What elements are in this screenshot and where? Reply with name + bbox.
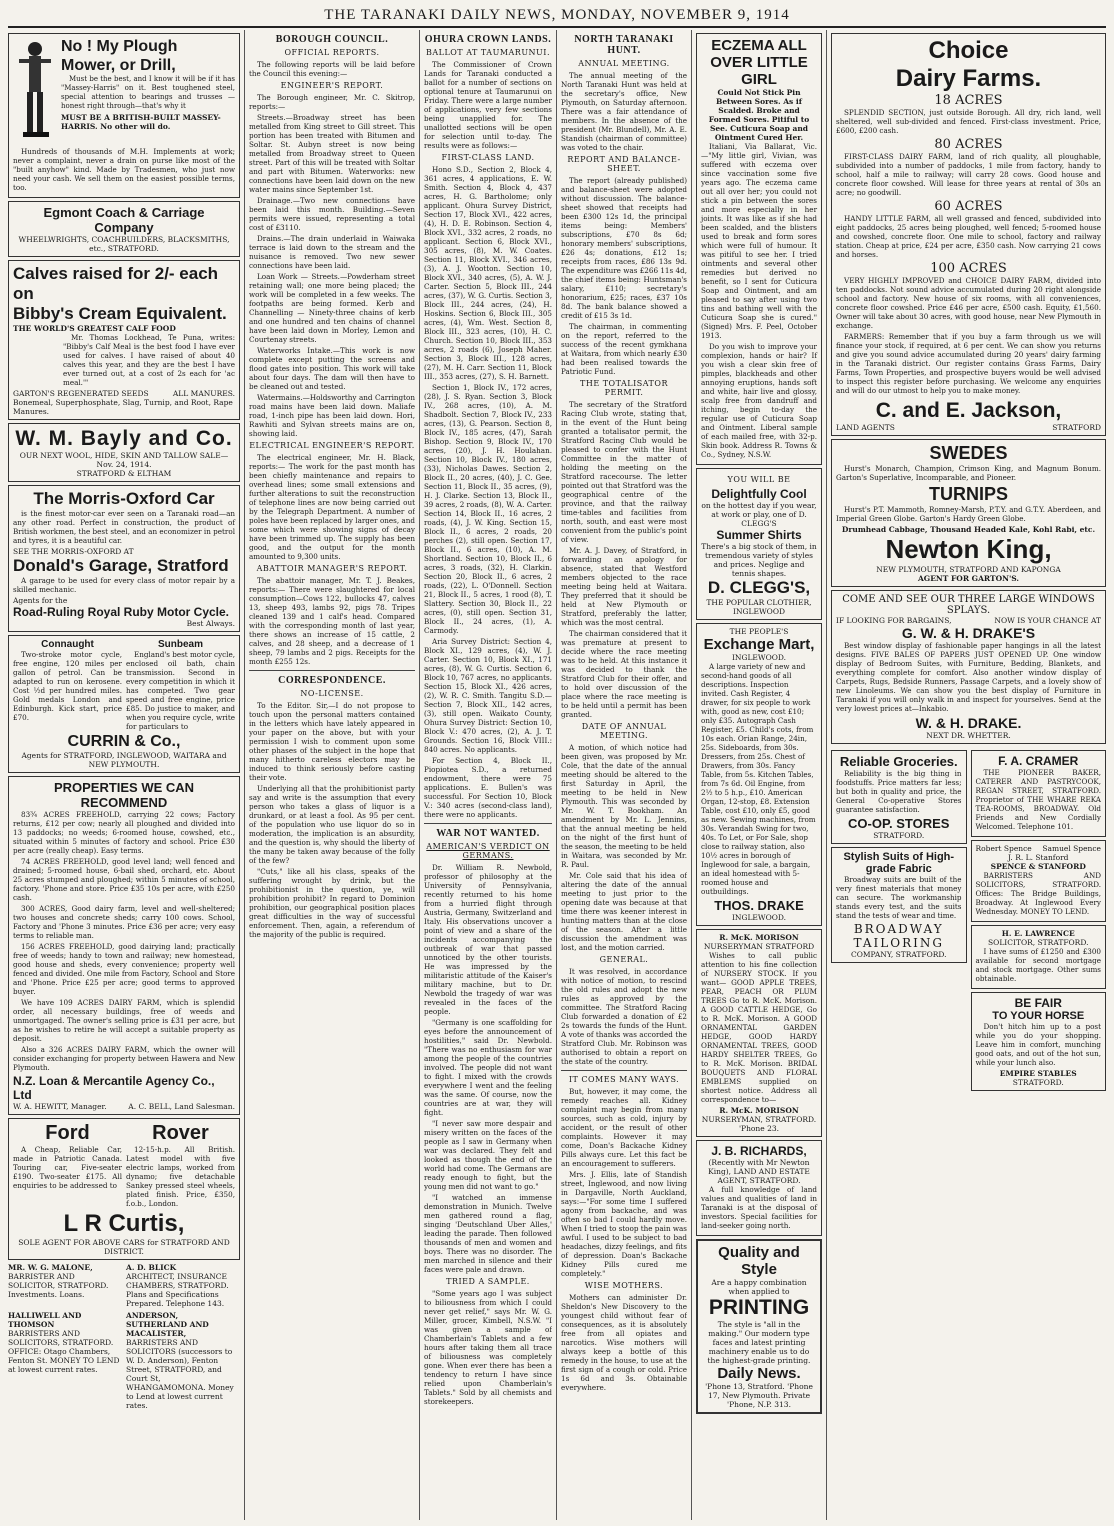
swedes-body: Hurst's Monarch, Champion, Crimson King, and Magnum Bonum. Garton's Superlative, Incomparable, and Pioneer. xyxy=(836,464,1101,482)
article-paragraph: The Commissioner of Crown Lands for Taranaki conducted a ballot for a number of sections on optional tenure at Taumarunui on Friday. There were a large number of applications, very few sections being unapplied for. The unallotted sections will be open for selection until to-day. The results were as follows:— xyxy=(424,60,552,150)
nz-loan-salesman: A. C. BELL, Land Salesman. xyxy=(128,1102,235,1111)
bayly-location: STRATFORD & ELTHAM xyxy=(76,469,172,478)
article-paragraph: The abattoir manager, Mr. T. J. Beakes, reports:— There were slaughtered for local consumption—Cows 122, bullocks 47, calves 13, sheep 493, lambs 92, pigs 78. Tripes cleaned 139 and 1 calf's head. Compared with the corresponding month of last year, there shows an increase of 15 cattle, 2 calves, and 28 sheep, and a decrease of 1 sheep, 79 lambs and 2 pigs. Receipts for the month £255 12s. xyxy=(249,576,415,666)
massey-harris-ad xyxy=(8,33,240,198)
massey-footer: Hundreds of thousands of M.H. Implements at work; never a complaint, never a drain on purse like most of the "built anyhow" kind. Made by Tradesmen, who just now need your cash. We sell them on the easiest possible terms, too. xyxy=(13,147,235,192)
article-paragraph: Streets.—Broadway street has been metalled from King street to Gill street. This portion has been treated with Bitumen and Soltar. St. Aubyn street is now being metalled from Broadway street to Queen street. Part of this will be treated with Soltar and part with Bitumen. Waterworks: new connections have been laid down on the new water mains since September 1st. xyxy=(249,113,415,194)
article-paragraph: Mothers can administer Dr. Sheldon's New Discovery to the youngest child without fear of consequences, as it is absolutely free from all opiates and narcotics. Wise mothers will always keep a bottle of this remedy in the house, to use at the first sign of a cough or cold. Price 1s 6d and 3s. Obtainable everywhere. xyxy=(561,1293,687,1392)
bibbys-line2: Bibby's Cream Equivalent. xyxy=(13,304,227,323)
best-always: Best Always. xyxy=(186,619,235,628)
right-bottom-ads xyxy=(831,747,1106,1094)
lawrence-sub: SOLICITOR, STRATFORD. xyxy=(988,938,1089,947)
egmont-coach-ad xyxy=(8,201,240,257)
sunbeam-title: Sunbeam xyxy=(157,639,203,650)
acres-80: 80 ACRES xyxy=(934,137,1003,152)
cool-body: on the hottest day if you wear, at work or play, one of D. CLEGG'S xyxy=(701,501,817,528)
morison-sub-2: NURSERYMAN, STRATFORD. 'Phone 23. xyxy=(701,1115,817,1133)
article-paragraph: The Borough engineer, Mr. C. Skitrop, reports:— xyxy=(249,93,415,111)
you-will-be: YOU WILL BE xyxy=(727,475,791,484)
bayly-title: W. M. Bayly and Co. xyxy=(15,427,233,450)
drake-windows-ad xyxy=(831,590,1106,744)
eczema-footer: Do you wish to improve your complexion, hands or hair? If you wish a clear skin free of pimples, blackheads and other annoying eruptions, hands soft and white, hair live and glossy, scalp free from dandruff and itching, begin to-day the regular use of Cuticura Soap and Ointment. Liberal sample of each mailed free, with 32-p. Skin book. Address R. Towns & Co., Sydney, N.S.W. xyxy=(701,342,817,459)
column-crown-lands xyxy=(424,30,552,1520)
blick-name: A. D. BLICK xyxy=(126,1263,177,1272)
article-paragraph: Watermains.—Holdsworthy and Carrington road mains have been laid down. Maliafe road, 1-inch pipe has been laid down. Hori, Rawhiti and Sylvan streets mains are on, showing laid. xyxy=(249,393,415,438)
general-heading: GENERAL. xyxy=(599,955,649,964)
article-paragraph: Waterworks Intake.—This work is now complete except putting the screens and flood gates into position. This work will take about four days. The dam will then have to be cleaned out and tested. xyxy=(249,346,415,391)
gwh-drake: G. W. & H. DRAKE'S xyxy=(901,625,1036,641)
jackson-title: C. and E. Jackson, xyxy=(875,399,1062,422)
exchange-mart-title: Exchange Mart, xyxy=(703,636,815,653)
reliable-groceries: Reliable Groceries. xyxy=(839,754,958,769)
fair-body: Don't hitch him up to a post while you do your shopping. Leave him in comfort, munching good oats, and out of the hot sun, while your lunch also. xyxy=(975,1022,1101,1067)
ford-body: A Cheap, Reliable Car, made in Patriotic Canada. Touring car, Five-seater £190. Two-seater £175. All enquiries to be addressed to xyxy=(13,1145,122,1190)
newton-sub: NEW PLYMOUTH, STRATFORD AND KAPONGA xyxy=(876,565,1061,574)
egmont-subtitle: WHEELWRIGHTS, COACHBUILDERS, BLACKSMITHS, etc., STRATFORD. xyxy=(18,235,230,253)
farmer-figure-icon xyxy=(13,37,57,147)
column-rule xyxy=(419,30,420,1520)
annual-meeting: ANNUAL MEETING. xyxy=(578,59,670,68)
coop-sub: STRATFORD. xyxy=(873,831,925,840)
property-326: Also a 326 ACRES DAIRY FARM, which the owner will consider exchanging for property between Hawera and New Plymouth. xyxy=(13,1045,235,1072)
article-paragraph: Loan Work — Streets.—Powderham street retaining wall; one more being placed; the work will be completed in a few weeks. The footpaths are being formed. Kerb and Channelling — Ninety-three chains of kerb and one hundred and ten chains of channel have been laid down in Morley, Lemon and Courtenay streets. xyxy=(249,272,415,344)
empire-title: EMPIRE STABLES xyxy=(999,1069,1077,1078)
morris-see-at: SEE THE MORRIS-OXFORD AT xyxy=(13,547,134,556)
official-reports: OFFICIAL REPORTS. xyxy=(284,48,380,57)
phone-numbers: 'Phone 13, Stratford. 'Phone 17, New Plymouth. Private 'Phone, N.P. 313. xyxy=(705,1382,813,1409)
currin-ad xyxy=(8,635,240,773)
column-ads-right xyxy=(831,30,1106,1520)
richards-sub: (Recently with Mr Newton King), LAND AND ESTATE AGENT, STRATFORD. xyxy=(708,1158,810,1185)
property-74: 74 ACRES FREEHOLD, good level land; well fenced and drained; 5-roomed house, 6-bail shed, orchard, etc. About 25 acres stumped and ploughed; within 5 minutes of school, factory. 'Phone and store. Price £35 10s per acre, with £250 cash. xyxy=(13,857,235,902)
malone-name: MR. W. G. MALONE, xyxy=(8,1263,93,1272)
report-balance-sheet: REPORT AND BALANCE-SHEET. xyxy=(567,155,681,173)
masthead-title: THE TARANAKI DAILY NEWS, MONDAY, NOVEMBER 9, 1914 xyxy=(324,7,790,23)
clegg-sub: THE POPULAR CLOTHIER, xyxy=(706,598,812,607)
all-manures: ALL MANURES. xyxy=(172,389,235,398)
summer-body: There's a big stock of them, in tremendous variety of styles and prices. Neglige and tennis shapes. xyxy=(701,542,817,578)
spence-body: BARRISTERS AND SOLICITORS, STRATFORD. Offices: The Bridge Buildings, Broadway. At Inglewood Every Wednesday. MONEY TO LEND. xyxy=(975,871,1101,916)
curtis-title: L R Curtis, xyxy=(63,1210,185,1237)
bibbys-line1: Calves raised for 2/- each on xyxy=(13,264,219,303)
newton-agent: AGENT FOR GARTON'S. xyxy=(917,574,1020,583)
newton-king-ad xyxy=(831,439,1106,587)
article-paragraph: "I never saw more despair and misery written on the faces of the people as I saw in Germany when war was declared. They felt and looked as though the end of the world had come. The Germans are ready enough to fight, but the young men did not want to go." xyxy=(424,1119,552,1191)
land-agents: LAND AGENTS xyxy=(836,423,895,432)
empire-stables-ad xyxy=(971,992,1107,1091)
curtis-ad xyxy=(8,1118,240,1260)
malone-investments: Investments. Loans. xyxy=(8,1290,85,1299)
article-paragraph: Mr. Cole said that his idea of altering the date of the annual meeting to just prior to the opening date was because at that time there was keener interest in hunting matters than at the close of the season. After a little discussion the amendment was lost, and the motion carried. xyxy=(561,871,687,952)
article-paragraph: For Section 4, Block II., Piopiotea S.D., a returned endowment, there were 75 applications. E. Bullen's was successful. For Section 10, Block V.: 340 acres (second-class land), there were no applicants. xyxy=(424,756,552,819)
article-paragraph: Mrs. J. Ellis, late of Standish street, Inglewood, and now living in Dargaville, North Auckland, says:—"For some time I suffered agony from backache, and was often so bad I could hardly move. When I tried to stoop the pain was awful. I used to be subject to bad headaches, dizzy feelings, and fits of depression. Doan's Backache Kidney Pills cured me completely." xyxy=(561,1170,687,1278)
eczema-line2: OVER LITTLE GIRL xyxy=(710,54,808,88)
halliwell-name: HALLIWELL AND THOMSON xyxy=(8,1311,82,1329)
massey-headline: No ! My Plough Mower, or Drill, xyxy=(61,38,178,74)
morison-body: Wishes to call public attention to his fine collection of NURSERY STOCK. If you want— GOOD APPLE TREES, PEAR, PEACH OR PLUM TREES Go to R. McK. Morison. A GOOD CATTLE HEDGE, Go to R. McK. Morison. A GOOD ORNAMENTAL GARDEN HEDGE, GOOD HARDY ORNAMENTAL TREES, GOOD HARDY SHELTER TREES, Go to R. McK. Morison. BRIDAL BOUQUETS AND FLORAL EMBLEMS supplied on shortest notice. Address all correspondence to— xyxy=(701,951,817,1104)
morris-oxford-ad xyxy=(8,485,240,632)
exchange-inglewood: INGLEWOOD. xyxy=(731,653,787,662)
article-paragraph: The following reports will be laid before the Council this evening:— xyxy=(249,60,415,78)
tailoring-sub: COMPANY, STRATFORD. xyxy=(850,950,947,959)
stylish-body: Broadway suits are built of the very finest materials that money can secure. The workmanship stands every test, and the suits stand the tests of wear and time. xyxy=(836,875,962,920)
article-paragraph: But, however, it may come, the remedy reaches all. Kidney complaint may begin from many sources, such as cold, injury by accident, or the result of other complaints. However it may come, Doan's Backache Kidney Pills always cure. Let this fact be an encouragement to sufferers. xyxy=(561,1087,687,1168)
article-paragraph: "Some years ago I was subject to biliousness from which I could never get relief," says Mr. W. G. Miller, grocer, Kimbell, N.S.W. "I was given a sample of Chamberlain's Tablets and a few hours after taking them all trace of biliousness was completely gone. When ever there has been a tendency to return I have since relied upon Chamberlain's Tablets." Sold by all chemists and storekeepers. xyxy=(424,1289,552,1406)
morris-body: is the finest motor-car ever seen on a Taranaki road—an any other road. Perfect in construction, the product of British workmen, the best steel, and an economizer in petrol and tyres, it is a beautiful car. xyxy=(13,509,235,545)
hunt-heading: NORTH TARANAKI HUNT. xyxy=(574,34,674,56)
cramer-body: THE PIONEER BAKER, CATERER AND PASTRYCOOK, REGAN STREET, STRATFORD. Proprietor of THE WHARE REKA TEA-ROOMS, BROADWAY. Old Friends and New Cordially Welcomed. Telephone 101. xyxy=(975,768,1101,831)
bayly-ad xyxy=(8,423,240,482)
article-paragraph: Hono S.D., Section 2, Block 4, 361 acres, 4 applications, E. W. Smith. Section 4, Block 4, 437 acres, H. G. Bartholome; only applicant. Ohura Survey District, Section 17, Block XVI., 422 acres, (4), H. D. E. Robinson. Section 4, Block XVI., 332 acres, 2 roads, no applicant. Section 6, Block XVI., 305 acres, (8), M. W. Coates. Section 11, Block XVI., 346 acres, (3), A. J. Wootton. Section 10, Block XVI., 340 acres, (5), A. W. J. Carter. Section 5, Block III., 244 acres, (37), W. G. Curtis. Section 3, Block III., 244 acres, (24), H. Hoskins. Section 6, Block III., 305 acres, (4), Wm. West. Section 8, Block III., 323 acres, (10), H. C. Church. Section 10, Block III., 353 acres, 2 roads (6), Joseph Maher. Section 3, Block III., 128 acres, (27), M. H. Carr. Section 11, Block III., 353 acres, (27), S. H. Barnett. xyxy=(424,165,552,381)
thos-drake: THOS. DRAKE xyxy=(714,898,804,913)
abattoir-report: ABATTOIR MANAGER'S REPORT. xyxy=(256,564,408,573)
column-rule xyxy=(691,30,692,1520)
drumhead: Drumhead Cabbage, Thousand Headed Kale, Kohl Rabi, etc. xyxy=(841,525,1096,534)
daily-news: Daily News. xyxy=(717,1365,801,1382)
jackson-stratford: STRATFORD xyxy=(1052,423,1101,432)
bibbys-ad xyxy=(8,260,240,420)
halliwell-sub: BARRISTERS AND SOLICITORS, STRATFORD. OFFICE: Otago Chambers, Fenton St. MONEY TO LEND at lowest current rates. xyxy=(8,1329,120,1374)
spence-stanford-ad xyxy=(971,840,1107,922)
garton-seeds: GARTON'S REGENERATED SEEDS xyxy=(13,389,149,398)
article-paragraph: The report (already published) and balance-sheet were adopted without discussion. The balance-sheet showed that receipts had been £300 12s 1d, the principal items being: Members' subscriptions, £70 8s 6d; honorary members' subscriptions, £26 4s; donations, £12 1s; receipts from races, £86 13s 9d. The expenditure was £266 11s 4d, the chief items being: Huntsman's salary, £110; secretary's honorarium, £25; races, £37 10s 8d. The bank balance showed a credit of £15 3s 1d. xyxy=(561,176,687,320)
samuel-spence: Samuel Spence xyxy=(1042,844,1101,853)
totalisator-permit: THE TOTALISATOR PERMIT. xyxy=(580,379,668,397)
article-paragraph: "I watched an immense demonstration in Munich. Twelve men gathered round a flag, singing 'Deutschland Uber Alles,' leading the parade. Then followed thousands of men and women and boys. There was no disorder. The men marched in silence and their faces were pale and drawn. xyxy=(424,1193,552,1274)
empire-sub: STRATFORD. xyxy=(1012,1078,1064,1087)
morison-title-2: R. McK. MORISON xyxy=(719,1106,799,1115)
peoples: THE PEOPLE'S xyxy=(729,627,789,636)
richards-title: J. B. RICHARDS, xyxy=(711,1144,807,1158)
exchange-mart-ad xyxy=(696,623,822,926)
comes-many-ways: IT COMES MANY WAYS. xyxy=(568,1075,680,1084)
newton-king-title: Newton King, xyxy=(885,534,1052,564)
richards-body: A full knowledge of land values and qualities of land in Taranaki is at the disposal of investors. Special facilities for land-seeker going north. xyxy=(701,1185,817,1230)
column-ads-middle xyxy=(696,30,822,1520)
acres-100-body: VERY HIGHLY IMPROVED and CHOICE DAIRY FARM, divided into ten paddocks. Not sound advice accumulated during 20 right alongside school and factory. New house of six rooms, with all conveniences, concrete floor cowshed. Price £46 per acre, £500 cash. Equity, £1,560. Owner will take about 30 acres, with good house, near New Plymouth in exchange. xyxy=(836,276,1101,330)
eczema-line1: ECZEMA ALL xyxy=(711,37,807,54)
curtis-sub: SOLE AGENT FOR ABOVE CARS for STRATFORD AND DISTRICT. xyxy=(18,1238,230,1256)
spence-title: SPENCE & STANFORD xyxy=(990,862,1086,871)
exchange-body: A large variety of new and second-hand goods of all descriptions. Inspection invited. Cash Register, 4 drawer, for six people to work with, good as new, cost £10; only £35. Autograph Cash Register, £5. Child's cots, from 10s each. Orian Range, 24in, 25s. Sideboards, from 30s. Dressers, from 25s. Chest of Drawers, from 30s. Fancy Table, from 5s. Kitchen Tables, from 7s 6d. Oil Engine, from 2½ to 5 h.p., £10. American Organ, 12-stop, £8. Extension Table, cost £10, only £5, good as new. Sewing machines, from 30s. Verandah Swing for two, 40s. To Let, or For Sale, shop close to railway station, also 10½ acres in borough of Inglewood for sale, a bargain, an ideal homestead with 5-roomed house and outbuildings. xyxy=(701,662,816,896)
bargains: IF LOOKING FOR BARGAINS, xyxy=(836,616,952,625)
wise-mothers: WISE MOTHERS. xyxy=(584,1281,664,1290)
turnips-title: TURNIPS xyxy=(928,484,1008,504)
coop-stores-ad xyxy=(831,750,967,844)
professional-cards xyxy=(8,1263,240,1308)
first-class-heading: FIRST-CLASS LAND. xyxy=(441,153,535,162)
turnips-body: Hurst's P.T. Mammoth, Romney-Marsh, P.T.Y. and G.T.Y. Aberdeen, and Imperial Green Globe. Garton's Hardy Green Globe. xyxy=(836,505,1101,523)
agents-for: Agents for the xyxy=(13,596,68,605)
connaught-title: Connaught xyxy=(41,639,94,650)
anderson-name: ANDERSON, SUTHERLAND AND MACALISTER, xyxy=(126,1311,209,1338)
massey-tagline: MUST BE A BRITISH-BUILT MASSEY-HARRIS. No other will do. xyxy=(61,113,221,131)
article-paragraph: Drainage.—Two new connections have been laid this month. Building.—Seven permits were issued, representing a total cost of £3110. xyxy=(249,196,415,232)
wh-drake: W. & H. DRAKE. xyxy=(915,715,1022,731)
windows-title: COME AND SEE OUR THREE LARGE WINDOWS SPLAYS. xyxy=(842,594,1095,616)
acres-80-body: FIRST-CLASS DAIRY FARM, land of rich quality, all ploughable, subdivided into a number of paddocks, 1 mile from factory, handy to school, half a mile to railway; will carry 28 cows. Good house and concrete floor cowshed. Will lease for three years at rental of 30s an acre; no goodwill. xyxy=(836,152,1101,197)
farmers-note: FARMERS: Remember that if you buy a farm through us we will finance your stock, if required, at 6 per cent. We can show you returns and give you sound advice accumulated during 20 years' dairy farming in the Taranaki district. Our register contains Grass Farms, Dairy Farms, Town Properties, and prospective buyers would be well advised to inspect this register before purchasing. We welcome any enquiries and will do our utmost to help you to make money. xyxy=(836,332,1101,395)
blick-sub: ARCHITECT, INSURANCE CHAMBERS, STRATFORD. Plans and Specifications Prepared. Telephone 143. xyxy=(126,1272,229,1308)
column-ads-left xyxy=(8,30,240,1520)
cramer-ad xyxy=(971,750,1107,837)
borough-council-heading: BOROUGH COUNCIL. xyxy=(275,34,389,45)
clegg-ad xyxy=(696,468,822,620)
ballot-heading: BALLOT AT TAUMARUNUI. xyxy=(425,48,551,57)
clegg-inglewood: INGLEWOOD xyxy=(733,607,785,616)
your-chance: NOW IS YOUR CHANCE AT xyxy=(994,616,1101,625)
article-paragraph: Underlying all that the prohibitionist party say and write is the assumption that every person who takes a glass of liquor is a drunkard, or at least a fool. As 95 per cent. of the population who use liquor do so in moderation, the implication is an absurdity, and the question is, why should the liberty of the many be taken away because of the folly of the few? xyxy=(249,784,415,865)
sunbeam-body: England's best motor cycle, enclosed oil bath, chain transmission. Second in every competition in which it has competed. Two gear speed and free engine, price £85. Do justice to maker, and when you require cycle, write for particulars to xyxy=(126,650,235,731)
article-paragraph: Aria Survey District: Section 4, Block XI., 129 acres, (4), W. J. Carter. Section 10, Block XI., 171 acres, (8), W. G. Curtis. Section 6, Block 10, 767 acres, no applicants. Section 15, Block XI., 426 acres, (2), W. R. C. Smith. Tangitu S.D.—Section 7, Block XII., 142 acres, (3), still open. Waikato County, Ohura Survey District: Section 10, Block V.: 470 acres, (2), A. J. T. Grounds. Section 16, Block VIII.: 840 acres. No applicants. xyxy=(424,637,552,754)
cuticura-ad xyxy=(696,33,822,465)
swedes-title: SWEDES xyxy=(929,443,1008,463)
no-license-heading: NO-LICENSE. xyxy=(300,689,364,698)
quality-sub: Are a happy combination when applied to xyxy=(711,1278,807,1296)
to-your-horse: TO YOUR HORSE xyxy=(992,1010,1085,1022)
rover-body: 12-15-h.p. All British. Latest model with five electric lamps, worked from dynamo; five detachable Sankey pressed steel wheels, plated finish. Price, £350, f.o.b., London. xyxy=(126,1145,235,1208)
be-fair: BE FAIR xyxy=(1014,996,1062,1010)
bibbys-testimonial: Mr. Thomas Lockhead, Te Puna, writes: "Bibby's Calf Meal is the best food I have ever used for calves. I have raised of about 40 calves this year, and they are the best I have ever turned out, at a cost of 2s each for 'ac meal.'" xyxy=(63,333,235,387)
correspondence-heading: CORRESPONDENCE. xyxy=(278,675,386,686)
printing-body: The style is "all in the making." Our modern type faces and latest printing machinery enable us to do the highest-grade printing. xyxy=(707,1320,811,1365)
lawrence-title: H. E. LAWRENCE xyxy=(1001,929,1075,938)
war-not-wanted-heading: WAR NOT WANTED. xyxy=(436,828,540,839)
column-hunt xyxy=(561,30,687,1520)
article-paragraph: To the Editor. Sir,—I do not propose to touch upon the personal matters contained in the letters which have lately appeared in your paper on the above, but with your permission I wish to comment upon some other phases of the subject in the hope that many hitherto careless electors may be induced to think seriously before casting their vote. xyxy=(249,701,415,782)
article-paragraph: Dr. William R. Newbold, professor of philosophy at the University of Pennsylvania, recently returned to his home from a hurried flight through Austria, Germany, Switzerland and Italy. His observations uncover a point of view and a share of the incidents accompanying the outbreak of war that passed unnoticed by the other tourists. He was impressed by the militaristic attitude of the Kaiser's military machine, but to Dr. Newbold the tragedy of war was revealed in the faces of the people. xyxy=(424,863,552,1016)
tailoring-title: TAILORING xyxy=(853,936,944,950)
broadway-tailoring-ad xyxy=(831,847,967,963)
ohura-heading: OHURA CROWN LANDS. xyxy=(424,34,552,45)
tried-sample-heading: TRIED A SAMPLE. xyxy=(446,1277,530,1286)
malone-sub: BARRISTER AND SOLICITOR, STRATFORD. xyxy=(8,1272,109,1290)
property-109: We have 109 ACRES DAIRY FARM, which is splendid order, all necessary buildings, free of weeds and unmortgaged. The owner's selling price is £31 per acre, but as he wishes to retire he will accept a suitable property as deposit. xyxy=(13,998,235,1043)
americans-verdict: AMERICAN'S VERDICT ON GERMANS. xyxy=(426,842,550,860)
clegg-title: D. CLEGG'S, xyxy=(707,578,811,597)
stylish-suits: Stylish Suits of High-grade Fabric xyxy=(843,851,955,875)
donalds-garage: Donald's Garage, Stratford xyxy=(13,556,229,575)
currin-title: CURRIN & Co., xyxy=(67,733,181,750)
property-300: 300 ACRES, Good dairy farm, level and well-sheltered; two houses and concrete sheds; carry 100 cows. School, Factory and 'Phone 3 minutes. Price £36 per acre; very easy terms to reliable man. xyxy=(13,904,235,940)
massey-body: Must be the best, and I know it will be if it has "Massey-Harris" on it. Best toughened steel, special attention to bearings and trusses — honest right through—that's why it xyxy=(61,75,235,110)
article-paragraph: The chairman, in commenting on the report, referred to the success of the recent gymkhana at Waitara, from which nearly £30 had been realised towards the Patriotic Fund. xyxy=(561,322,687,376)
properties-title: PROPERTIES WE CAN RECOMMEND xyxy=(53,780,195,810)
column-rule xyxy=(244,30,245,1520)
acres-60: 60 ACRES xyxy=(934,199,1003,214)
drake-inglewood: INGLEWOOD. xyxy=(731,913,787,922)
ford-title: Ford xyxy=(45,1122,90,1144)
gwh-body: Best window display of fashionable paper hangings in all the latest designs. FIVE BALES OF PAPERS JUST OPENED UP. One window display of Bedroom Suites, with Furniture, Bedding, Blankets, and everything complete for comfort. Also another window display of Carpets, Rugs, Bedside Runners, Passage Carpets, and a lovely show of new Linoleums. We can show you the best display of Furniture in Taranaki if you will only walk in and inspect for yourselves. Send at the very lowest prices at—Inkabio. xyxy=(836,641,1101,713)
morris-title: The Morris-Oxford Car xyxy=(33,489,215,508)
article-paragraph: The electrical engineer, Mr. H. Black, reports:— The work for the past month has been chiefly maintenance and repairs to overhead lines; some small extensions and further alterations to suit the reconstruction of telephone lines are now being carried out by the Telegraph Department. A number of poles have been replaced by larger ones, and some which were showing signs of decay have been trimmed up. The supply has been good, and the output for the month amounted to 9,300 units. xyxy=(249,453,415,561)
eczema-body: Italiani, Via Ballarat, Vic.—"My little girl, Vivian, was suffered with eczema over since vaccination some five years ago. The eczema came out all over her; you could not stick a pin between the sores and more especially in her joints. It was like as if she had been scalded, and the blisters used to break and form sores which were full of humour. It was pitiful to see her. I tried ointments and several other remedies but derived no benefit, so I sent for Cuticura Soap and Ointment, and am pleased to say after using two tins and bathing well with the Cuticura Soap she is cured." (Signed) Mrs. F. Peel, October 1913. xyxy=(701,142,817,340)
acres-100: 100 ACRES xyxy=(930,261,1007,276)
connaught-body: Two-stroke motor cycle, free engine, 120 miles per gallon of petrol. Can be adapted to run on kerosene. Cost ½d per hundred miles. Gold medals London and Edinburgh. Kick start, price £70. xyxy=(13,650,122,722)
article-paragraph: The chairman considered that it was premature at present to decide where the race meeting was to be held. At this instance it was decided to thank the Stratford Club for their offer, and to hold over discussion of the place where the race meeting is to be held until a permit has been granted. xyxy=(561,629,687,719)
article-paragraph: It was resolved, in accordance with notice of motion, to rescind the old rules and adopt the new rules as approved by the committee. The Stratford Racing Club forwarded a donation of £2 2s towards the funds of the Hunt. A vote of thanks was accorded the Stratford Club. Mr. Robinson was authorised to obtain a report on the state of the country. xyxy=(561,967,687,1066)
printing-title: PRINTING xyxy=(708,1296,810,1319)
currin-agents: Agents for STRATFORD, INGLEWOOD, WAITARA and NEW PLYMOUTH. xyxy=(21,751,227,769)
article-paragraph: "Cuts," like all his class, speaks of the suffering wrought by drink, but the prohibitionist in the question, ye, will prohibition prohibit? In regard to Dominion prohibition, our geographical position places great difficulties in the way of successful enforcement. Then, again, a referendum of the majority of the public is required. xyxy=(249,867,415,939)
coop-title: CO-OP. STORES xyxy=(848,816,950,831)
article-paragraph: The annual meeting of the North Taranaki Hunt was held at the secretary's office, New Plymouth, on Saturday afternoon. There was a fair attendance of members. In the absence of the president (Mr. Blundell), Mr. A. E. Standish (chairman of committee) was voted to the chair. xyxy=(561,71,687,152)
property-156: 156 ACRES FREEHOLD, good dairying land; practically free of weeds; handy to town and railway; new homestead, good house and sheds, every convenience; property well fenced and divided. One mile from Factory, School and Store and 'Phone. Price £25 per acre; good terms to approved buyer. xyxy=(13,942,235,996)
eczema-sub: Could Not Stick Pin Between Sores. As if Scalded. Broke and Formed Sores. Pitiful to See. Cuticura Soap and Ointment Cured Her. xyxy=(708,88,810,142)
morison-ad xyxy=(696,929,822,1137)
property-83: 83¾ ACRES FREEHOLD, carrying 22 cows; Factory returns, £12 per cow; nearly all ploughed and divided into 13 paddocks; no weeds; 6-roomed house, cowshed, etc., situated within 5 minutes of factory and school. Price £30 per acre (really cheap). Easy terms. xyxy=(13,810,235,855)
broadway-title: BROADWAY xyxy=(853,922,944,936)
morison-sub: NURSERYMAN STRATFORD xyxy=(703,942,815,951)
dairy-farms-title: Dairy Farms. xyxy=(895,65,1042,92)
nz-loan-title: N.Z. Loan & Mercantile Agency Co., Ltd xyxy=(13,1074,215,1102)
donalds-body: A garage to be used for every class of motor repair by a skilled mechanic. xyxy=(13,576,235,594)
egmont-title: Egmont Coach & Carriage Company xyxy=(43,205,205,235)
column-borough-council xyxy=(249,30,415,1520)
garton-manures: Bonemeal, Superphosphate, Slag, Turnip, and Root, Rape Manures. xyxy=(13,398,233,416)
anderson-sub: BARRISTERS AND SOLICITORS (successors to W. D. Anderson), Fenton Street, STRATFORD, and Court St, WHANGAMOMONA. Money to Lend at lowest current rates. xyxy=(126,1338,234,1410)
road-ruling: Road-Ruling Royal Ruby Motor Cycle. xyxy=(13,605,230,619)
robert-spence: Robert Spence xyxy=(975,844,1032,853)
rover-title: Rover xyxy=(152,1122,209,1144)
nz-loan-manager: W. A. HEWITT, Manager. xyxy=(13,1102,107,1111)
column-rule xyxy=(556,30,557,1520)
morison-title: R. McK. MORISON xyxy=(719,933,799,942)
article-paragraph: Drains.—The drain underlaid in Waiwaka terrace is laid down to the stream and the nuisance is removed. Two new sewer connections have been laid. xyxy=(249,234,415,270)
reliable-body: Reliability is the big thing in foodstuffs. Price matters far less; but both in quality and price, the General Co-operative Stores guarantee satisfaction. xyxy=(836,769,962,814)
summer-shirts: Summer Shirts xyxy=(716,528,802,542)
article-paragraph: "Germany is one scaffolding for eyes before the announcement of hostilities," said Dr. Newbold. "There was no enthusiasm for war among the people of the countries involved. The people did not want to fight. I mixed with the crowds everywhere I went and the feeling was the same. Of course, now the countries are at war, they will fight. xyxy=(424,1018,552,1117)
masthead xyxy=(8,4,1106,28)
cramer-title: F. A. CRAMER xyxy=(998,754,1079,768)
stanford-name: J. R. L. Stanford xyxy=(1008,853,1069,862)
acres-60-body: HANDY LITTLE FARM, all well grassed and fenced, subdivided into eight paddocks, 25 acres being ploughed, well fenced; 5-roomed house and cowshed, concrete floor. One mile to school, factory and railway station. Cheap at price, £24 per acre, £350 cash. Now carrying 21 cows and horses. xyxy=(836,214,1101,259)
solicitor-cards xyxy=(8,1311,240,1410)
engineers-report: ENGINEER'S REPORT. xyxy=(280,81,384,90)
lawrence-body: I have sums of £1250 and £300 available for second mortgage and stock mortgage. Other sums obtainable. xyxy=(975,947,1101,983)
wh-sub: NEXT DR. WHETTER. xyxy=(926,731,1011,740)
article-paragraph: A motion, of which notice had been given, was proposed by Mr. Cole, that the date of the annual meeting should be altered to the first Saturday in April, the meeting to be held in New Plymouth. This was seconded by Mr. W. T. Bookham. An amendment by Mr. L. Jennins, that the annual meeting be held on the night of the first hunt of the season, the meeting to be held in Waitara, was seconded by Mr. R. Paul. xyxy=(561,743,687,869)
richards-ad xyxy=(696,1140,822,1236)
article-paragraph: Mr. A. J. Davey, of Stratford, in forwarding an apology for absence, stated that Westford members objected to the race meeting being held at Waitara. They preferred that it should be held at New Plymouth or Stratford, preferably the latter, which was the most central. xyxy=(561,546,687,627)
delightfully-cool: Delightfully Cool xyxy=(711,487,807,501)
bibbys-sub: THE WORLD'S GREATEST CALF FOOD xyxy=(13,324,176,333)
acres-18-body: SPLENDID SECTION, just outside Borough. All dry, rich land, well sheltered, well sub-divided and fenced. First-class investment. Price, £600, £200 cash. xyxy=(836,108,1101,135)
date-of-meeting: DATE OF ANNUAL MEETING. xyxy=(581,722,667,740)
properties-ad xyxy=(8,776,240,1115)
acres-18: 18 ACRES xyxy=(934,93,1003,108)
article-paragraph: Section 1, Block IV., 172 acres, (28), J. S. Ryan. Section 3, Block IV., 268 acres, (10), A. M. Shadbolt. Section 7, Block IV., 233 acres, (13), G. Pearson. Section 8, Block IV., 185 acres, (47), Sarah Bishop. Section 9, Block IV., 170 acres, (20), J. H. Houlahan. Section 10, Block IV., 180 acres, (33), Nicholas Dawes. Section 2, Block II., 20 acres, (40), J. C. Gee. Section 11, Block II., 35 acres, (9), H. J. Clarke. Section 13, Block II., 39 acres, 2 roads, (8), W. A. Carter. Section 14, Block II., 16 acres, 2 roads, (4), J. W. King. Section 15, Block II., 6 acres, 2 roads, 20 perches (2), still open. Section 17, Block II., 6 acres, (10), A. M. Shortland. Section 10, Block II., 6 acres, 3 roads, (32), H. Clarkin. Section 20, Block II., 6 acres, 2 roads, (22), L. O'Donnell. Section 21, Block II., 5 acres, 1 rood (8), T. Slattery. Section 30, Block II., 22 acres, (0), still open. Section 31, Block II., 24 acres, (1), A. Carmody. xyxy=(424,383,552,635)
column-rule xyxy=(826,30,827,1520)
article-paragraph: The secretary of the Stratford Racing Club wrote, stating that, in the event of the Hunt being granted a totalisator permit, the Stratford Racing Club would be pleased to confer with the Hunt Committee in the matter of holding the meeting on the Stratford racecourse. The letter pointed out that Stratford was the geographical centre of the province, and that the railway time-tables and facilities from north, south, and east were most convenient from the public's point of view. xyxy=(561,400,687,544)
electrical-report: ELECTRICAL ENGINEER'S REPORT. xyxy=(249,441,415,450)
bayly-sale: OUR NEXT WOOL, HIDE, SKIN AND TALLOW SALE—Nov. 24, 1914. xyxy=(19,451,229,469)
quality-style: Quality and Style xyxy=(718,1244,800,1278)
lawrence-ad xyxy=(971,925,1107,989)
printing-ad xyxy=(696,1239,822,1414)
choice-dairy-farms-ad xyxy=(831,33,1106,436)
choice-title: Choice xyxy=(928,37,1009,64)
